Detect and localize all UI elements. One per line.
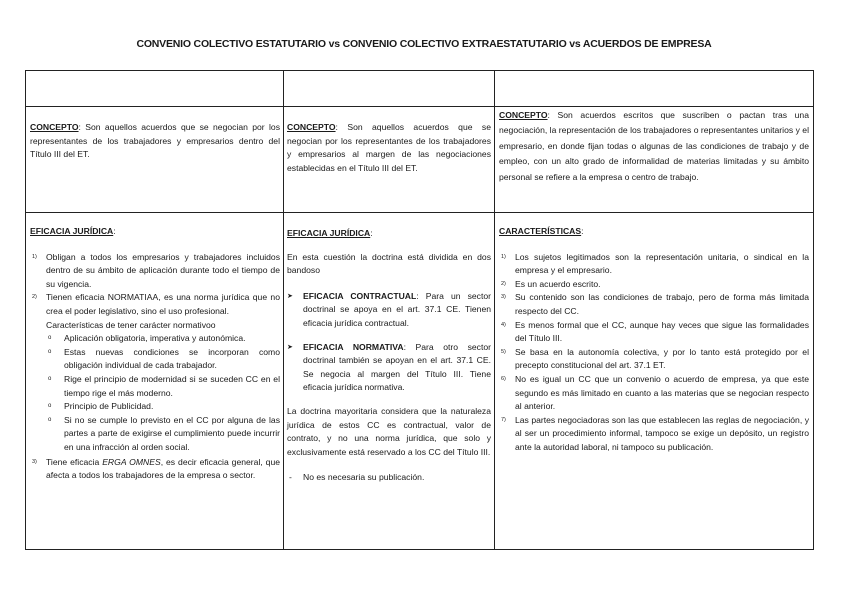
item-number: 2) [32,294,37,301]
item-number: 5) [501,348,506,355]
document-title: CONVENIO COLECTIVO ESTATUTARIO vs CONVENIO COLECTIVO EXTRAESTATUTARIO vs ACUERDOS DE EMPRESA [136,38,712,50]
list-item [499,414,809,455]
table-border-bottom [25,549,814,550]
col3-characteristics-heading [499,225,809,239]
item-bold: EFICACIA NORMATIVA [303,341,404,352]
list-item [30,251,280,292]
item-number: 1) [32,253,37,260]
item-number: 7) [501,416,506,423]
list-item [30,291,280,318]
col2-doctrine-list [287,290,491,395]
list-item [499,291,809,318]
col1-characteristics-heading: Características de tener carácter normativoo [46,319,216,330]
item-number: 2) [501,280,506,287]
col1-efficacy-heading [30,225,280,239]
col2-efficacy-suffix: : [370,228,373,238]
col1-efficacy [30,225,280,483]
column-divider-2 [494,70,495,550]
col1-efficacy-suffix: : [113,226,116,236]
col2-efficacy [287,227,491,485]
col1-efficacy-list [30,251,280,319]
col3-concept-label: CONCEPTO [499,110,548,120]
item-text: Se basa en la autonomía colectiva, y por lo tanto está protegido por el precepto constitucional del art. 37.1 ET. [515,346,809,371]
col3-characteristics-suffix: : [581,226,584,236]
col1-efficacy-label: EFICACIA JURÍDICA [30,226,114,236]
item-text: Obligan a todos los empresarios y trabajadores incluidos dentro de su ámbito de aplicación durante todo el tiempo de su vigencia. [46,251,280,289]
item-number: 3) [32,458,37,465]
list-item [30,456,280,483]
list-item: o Principio de Publicidad. [44,400,280,414]
table-border-top [25,70,814,71]
col1-item3-list [30,456,280,483]
comparison-table [25,70,814,550]
col2-efficacy-heading [287,227,491,241]
col2-conclusion: La doctrina mayoritaria considera que la naturaleza jurídica de estos CC es contractual, valor de contrato, y no una norma jurídica, que solo y exclusivamente está reservado a los CC del Título III. [287,405,491,457]
list-item [287,341,491,395]
item-text: Los sujetos legitimados son la representación unitaria, o sindical en la empresa y el empresario. [515,251,809,276]
list-item [499,251,809,278]
col2-concept [287,121,491,175]
item-number: 4) [501,321,506,328]
col1-characteristics-list [44,332,280,454]
col3-characteristics-label: CARACTERÍSTICAS [499,226,582,236]
table-border-left [25,70,26,550]
col3-characteristics [499,225,809,455]
item-emphasis: ERGA OMNES [102,456,161,467]
list-item [499,346,809,373]
item-text: Su contenido son las condiciones de trabajo, pero de forma más limitada respecto del CC. [515,292,809,316]
col1-concept [30,121,280,162]
dash-bullet: - [289,472,292,483]
col2-concept-label: CONCEPTO [287,122,336,132]
list-item [287,290,491,331]
item-number: 1) [501,253,506,260]
list-item: o Estas nuevas condiciones se incorporan como obligación individual de cada trabajador. [44,346,280,373]
item-prefix: Tiene eficacia [46,456,103,467]
col2-publication-text: No es necesaria su publicación. [303,472,425,483]
column-divider-1 [283,70,284,550]
item-text: No es igual un CC que un convenio o acuerdo de empresa, ya que este segundo es más limitado en cuanto a las materias que se negocian respecto al anterior. [515,373,809,412]
list-item [499,278,809,292]
col1-concept-label: CONCEPTO [30,122,79,132]
item-number: 6) [501,375,506,382]
list-item: o Aplicación obligatoria, imperativa y autonómica. [44,332,280,346]
item-text: Las partes negociadoras son las que establecen las reglas de negociación, y al ser un procedimiento informal, tampoco se exige un depósito, un registro ante la autoridad laboral, ni tampoco su publicación. [515,414,809,452]
list-item: o Si no se cumple lo previsto en el CC por alguna de las partes a parte de exigirse el cumplimiento puede incurrir en una infracción al orden social. [44,414,280,455]
row-divider-1 [25,106,814,107]
col1-concept-text: : Son aquellos acuerdos que se negocian por los representantes de los trabajadores y empresarios dentro del Título III del ET. [30,122,280,160]
item-text: : Para un sector doctrinal se apoya en el art. 37.1 CE. Tienen eficacia jurídica contractual. [303,290,491,328]
list-item: o Rige el principio de modernidad si se suceden CC en el tiempo rige el más moderno. [44,373,280,400]
list-item [499,319,809,346]
item-text: : Para otro sector doctrinal también se apoyan en el art. 37.1 CE. Se negocia al margen del Título III. Tiene eficacia jurídica normativa. [303,341,491,393]
col2-publication [287,471,491,485]
table-border-right [813,70,814,550]
row-divider-2 [25,212,814,213]
item-text: Es un acuerdo escrito. [515,278,601,289]
item-number: 3) [501,294,506,301]
col3-characteristics-list [499,251,809,455]
col3-concept [499,108,809,185]
col2-concept-text: : Son aquellos acuerdos que se negocian por los representantes de los trabajadores y empresarios al margen de las negociaciones establecidas en el Título III del ET. [287,122,491,173]
col2-intro: En esta cuestión la doctrina está dividida en dos bandoso [287,251,491,276]
col2-efficacy-label: EFICACIA JURÍDICA [287,228,371,238]
item-suffix: , es decir eficacia general, que afecta a todos los trabajadores de la empresa o sector. [46,456,281,481]
item-text: Es menos formal que el CC, aunque hay veces que sigue las formalidades del Título III. [515,319,809,344]
col3-concept-text: : Son acuerdos escritos que suscriben o pactan tras una negociación, la representación de los trabajadores o representantes unitarios y el empresario, en donde fijan todas o algunas de las condiciones de trabajo y de empleo, con un alto grado de informalidad de materias limitadas y su ámbito personal se refiere a la empresa o centro de trabajo. [499,110,809,182]
list-item [499,373,809,414]
item-text: Tienen eficacia NORMATIAA, es una norma jurídica que no crea el poder legislativo, sino el uso profesional. [46,292,280,316]
item-bold: EFICACIA CONTRACTUAL [303,290,417,301]
